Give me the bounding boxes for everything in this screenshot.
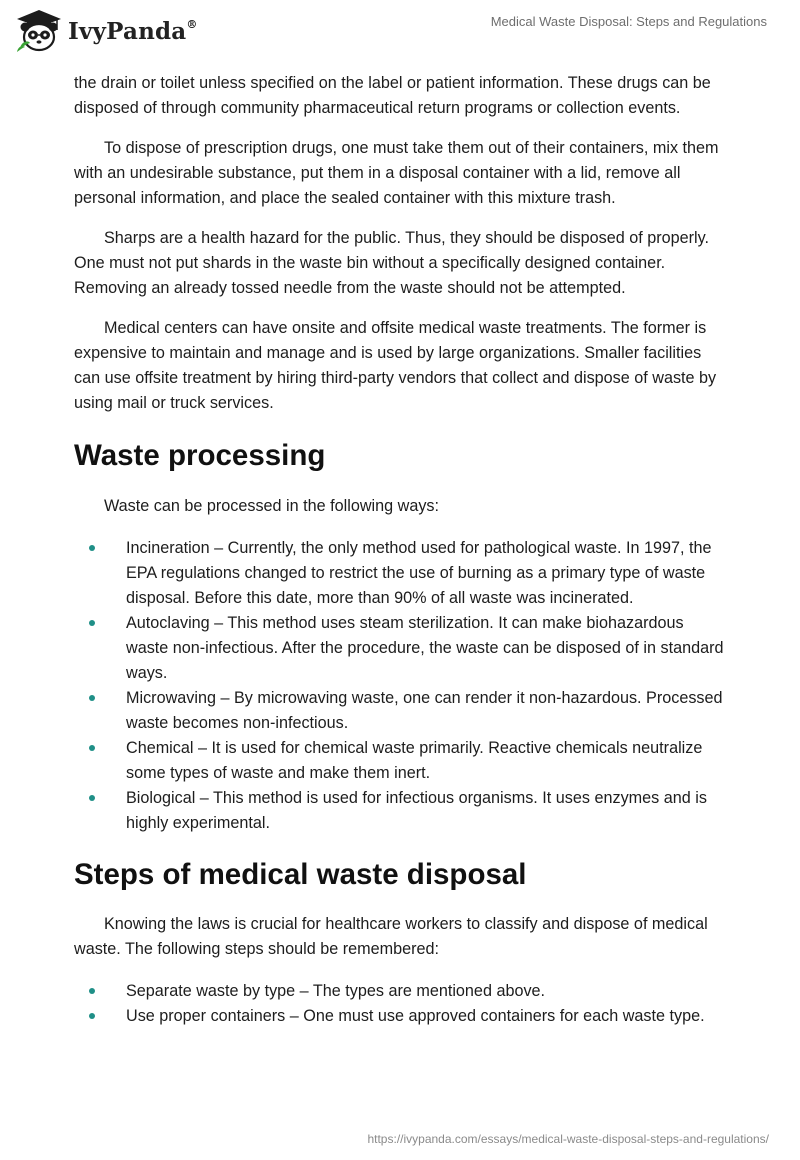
bullet-dot (89, 745, 95, 751)
paragraph: the drain or toilet unless specified on the label or patient information. These drugs can be disposed of through community pharmaceutical return programs or collection events. (74, 74, 711, 117)
registered-mark: ® (186, 17, 198, 31)
list-item: Chemical – It is used for chemical waste primarily. Reactive chemicals neutralize some types of waste and make them inert. (74, 736, 726, 786)
bullet-dot (89, 988, 95, 994)
list-item: Microwaving – By microwaving waste, one can render it non-hazardous. Processed waste becomes non-infectious. (74, 686, 726, 736)
article-body (74, 71, 726, 1029)
panda-graduate-icon (14, 8, 64, 54)
paragraph: Medical centers can have onsite and offsite medical waste treatments. The former is expensive to maintain and manage and is used by large organizations. Smaller facilities can use offsite treatment by hiring third-party vendors that collect and dispose of waste by using mail or truck services. (74, 319, 717, 412)
bullet-dot (89, 620, 95, 626)
list-item: Autoclaving – This method uses steam sterilization. It can make biohazardous waste non-infectious. After the procedure, the waste can be disposed of in standard ways. (74, 611, 726, 686)
brand-name: IvyPanda® (68, 17, 198, 45)
paragraph: Sharps are a health hazard for the public. Thus, they should be disposed of properly. One must not put shards in the waste bin without a specifically designed container. Removing an already tossed needle from the waste should not be attempted. (74, 229, 710, 297)
list-item: Biological – This method is used for infectious organisms. It uses enzymes and is highly experimental. (74, 786, 726, 836)
page-header (0, 0, 800, 70)
bullet-dot (89, 1013, 95, 1019)
bullet-dot (89, 795, 95, 801)
steps-list (74, 979, 726, 1029)
processing-list (74, 536, 726, 836)
source-url-link[interactable]: https://ivypanda.com/essays/medical-waste-disposal-steps-and-regulations/ (367, 1132, 769, 1146)
list-item: Incineration – Currently, the only method used for pathological waste. In 1997, the EPA regulations changed to restrict the use of burning as a primary type of waste disposal. Before this date, more than 90% of all waste was incinerated. (74, 536, 726, 611)
section-heading-steps: Steps of medical waste disposal (74, 858, 527, 891)
brand-logo[interactable] (14, 8, 198, 54)
list-item: Use proper containers – One must use approved containers for each waste type. (74, 1004, 726, 1029)
list-item: Separate waste by type – The types are mentioned above. (74, 979, 726, 1004)
section-lead: Knowing the laws is crucial for healthcare workers to classify and dispose of medical waste. The following steps should be remembered: (74, 915, 708, 958)
bullet-dot (89, 545, 95, 551)
document-title: Medical Waste Disposal: Steps and Regulations (490, 14, 767, 29)
paragraph: To dispose of prescription drugs, one must take them out of their containers, mix them with an undesirable substance, put them in a disposal container with a lid, remove all personal information, and place the sealed container with this mixture trash. (74, 139, 719, 207)
section-lead: Waste can be processed in the following ways: (104, 497, 440, 515)
section-heading-processing: Waste processing (74, 439, 326, 472)
bullet-dot (89, 695, 95, 701)
